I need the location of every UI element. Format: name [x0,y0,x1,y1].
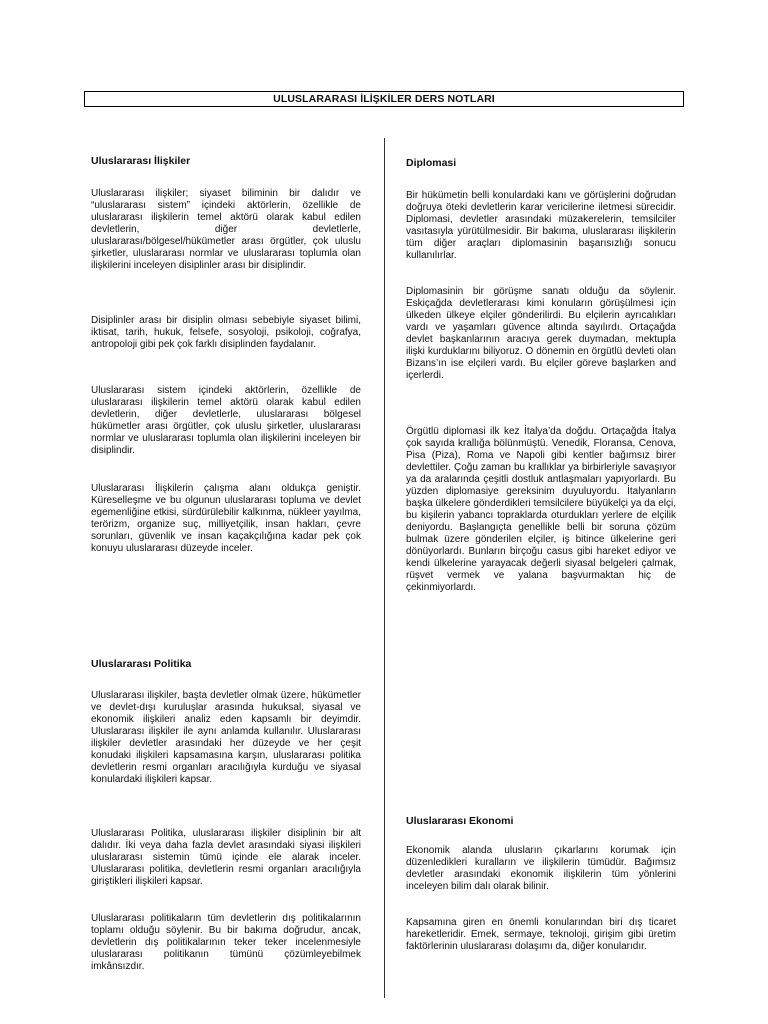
heading-diplomasi: Diplomasi [406,157,457,169]
paragraph: Uluslararası sistem içindeki aktörlerin, özellikle de uluslararası ilişkilerin temel aktörü olarak kabul edilen devletlerin, diğer devletlerle, uluslararası bölgesel hükümetler arası örgütler, çok uluslu şirketler, uluslararası normlar ve uluslararası toplumla olan ilişkilerini inceleyen bir disiplindir. [91,385,361,456]
paragraph: Diplomasinin bir görüşme sanatı olduğu da söylenir. Eskiçağda devletlerarası kimi konuların görüşülmesi için ülkeden ülkeye elçiler gönderilirdi. Bu elçilerin ayrıcalıkları vardı ve yaşamları güvence altında sayılırdı. Ortaçağda devlet başkanlarının aracıya gerek duymadan, mektupla ilişki kurduklarını biliyoruz. O dönemin en örgütlü devleti olan Bizans’ın ise elçileri vardı. Bu elçiler göreve başlarken and içerlerdi. [406,286,676,381]
paragraph: Uluslararası İlişkilerin çalışma alanı oldukça geniştir. Küreselleşme ve bu olgunun uluslararası topluma ve devlet egemenliğine etkisi, sürdürülebilir kalkınma, nükleer yayılma, terörizm, organize suç, milliyetçilik, insan hakları, çevre sorunları, güvenlik ve insan kaçakçılığına kadar pek çok konuyu uluslararası düzeyde inceler. [91,483,361,554]
heading-uluslararasi-ekonomi: Uluslararası Ekonomi [406,815,514,827]
heading-uluslararasi-iliskiler: Uluslararası İlişkiler [91,155,191,167]
paragraph: Uluslararası ilişkiler, başta devletler olmak üzere, hükümetler ve devlet-dışı kuruluşlar arasında hukuksal, siyasal ve ekonomik ilişkileri analiz eden kapsamlı bir deyimdir. Uluslararası ilişkiler ile aynı anlamda kullanılır. Uluslararası ilişkiler devletler arasındaki her düzeyde ve her çeşit konudaki ilişkileri kapsamasına karşın, uluslararası politika devletlerin resmi organları aracılığıyla kurduğu ve siyasal konulardaki ilişkileri kapsar. [91,690,361,785]
paragraph: Uluslararası ilişkiler; siyaset biliminin bir dalıdır ve “uluslararası sistem” içindeki aktörlerin, özellikle de uluslararası ilişkilerin temel aktörü olarak kabul edilen devletlerin, diğer devletlerle, uluslararası/bölgesel/hükümetler arası örgütler, çok uluslu şirketler, uluslararası normlar ve uluslararası toplumla olan ilişkilerini inceleyen disiplinler arası bir disiplindir. [91,188,361,271]
paragraph: Uluslararası politikaların tüm devletlerin dış politikalarının toplamı olduğu söylenir. Bu bir bakıma doğrudur, ancak, devletlerin dış politikalarının teker teker incelenmesiyle uluslararası politikanın tümünü çözümleyebilmek imkânsızdır. [91,913,361,972]
paragraph: Kapsamına giren en önemli konularından biri dış ticaret hareketleridir. Emek, sermaye, teknoloji, girişim gibi üretim faktörlerinin uluslararası dolaşımı da, diğer konularıdır. [406,917,676,952]
paragraph: Ekonomik alanda ulusların çıkarlarını korumak için düzenledikleri kuralların ve ilişkilerin tümüdür. Bağımsız devletler arasındaki ekonomik ilişkilerin tüm yönlerini inceleyen bilim dalı olarak bilinir. [406,845,676,892]
paragraph: Örgütlü diplomasi ilk kez İtalya’da doğdu. Ortaçağda İtalya çok sayıda krallığa bölünmüştü. Venedik, Floransa, Cenova, Pisa (Piza), Roma ve Napoli gibi kentler bağımsız birer devlettiler. Çoğu zaman bu krallıklar ya birbirleriyle savaşıyor ya da aralarında çeşitli dostluk antlaşmaları yapıyorlardı. Bu yüzden diplomasiye gereksinim duyuluyordu. İtalyanların başka ülkelere gönderdikleri temsilcilere büyükelçi ya da elçi, bu kişilerin yabancı topraklarda oturdukları yerlere de elçilik deniyordu. Başlangıçta genellikle belli bir soruna çözüm bulmak üzere gönderilen elçiler, iş bitince ülkelerine geri dönüyorlardı. Bunların birçoğu casus gibi hareket ediyor ve kendi ülkelerine yarayacak değerli siyasal belgeleri çalmak, rüşvet vermek ve yalana başvurmaktan hiç de çekinmiyorlardı. [406,426,676,593]
column-divider [384,138,385,998]
page-title: ULUSLARARASI İLİŞKİLER DERS NOTLARI [84,91,684,107]
paragraph: Uluslararası Politika, uluslararası ilişkiler disiplinin bir alt dalıdır. İki veya daha fazla devlet arasındaki siyasi ilişkileri uluslararası sistemin tümü içinde ele alarak inceler. Uluslararası politika, devletlerin resmi organları aracılığıyla giriştikleri ilişkileri kapsar. [91,828,361,887]
paragraph: Bir hükümetin belli konulardaki kanı ve görüşlerini doğrudan doğruya öteki devletlerin karar vericilerine iletmesi sürecidir. Diplomasi, devletler arasındaki müzakerelerin, temsilciler vasıtasıyla yürütülmesidir. Bir bakıma, uluslararası ilişkilerin tüm diğer araçları diplomasinin başarısızlığı sonucu kullanılırlar. [406,190,676,261]
paragraph: Disiplinler arası bir disiplin olması sebebiyle siyaset bilimi, iktisat, tarih, hukuk, felsefe, sosyoloji, psikoloji, coğrafya, antropoloji gibi pek çok farklı disiplinden faydalanır. [91,315,361,350]
heading-uluslararasi-politika: Uluslararası Politika [91,658,192,670]
